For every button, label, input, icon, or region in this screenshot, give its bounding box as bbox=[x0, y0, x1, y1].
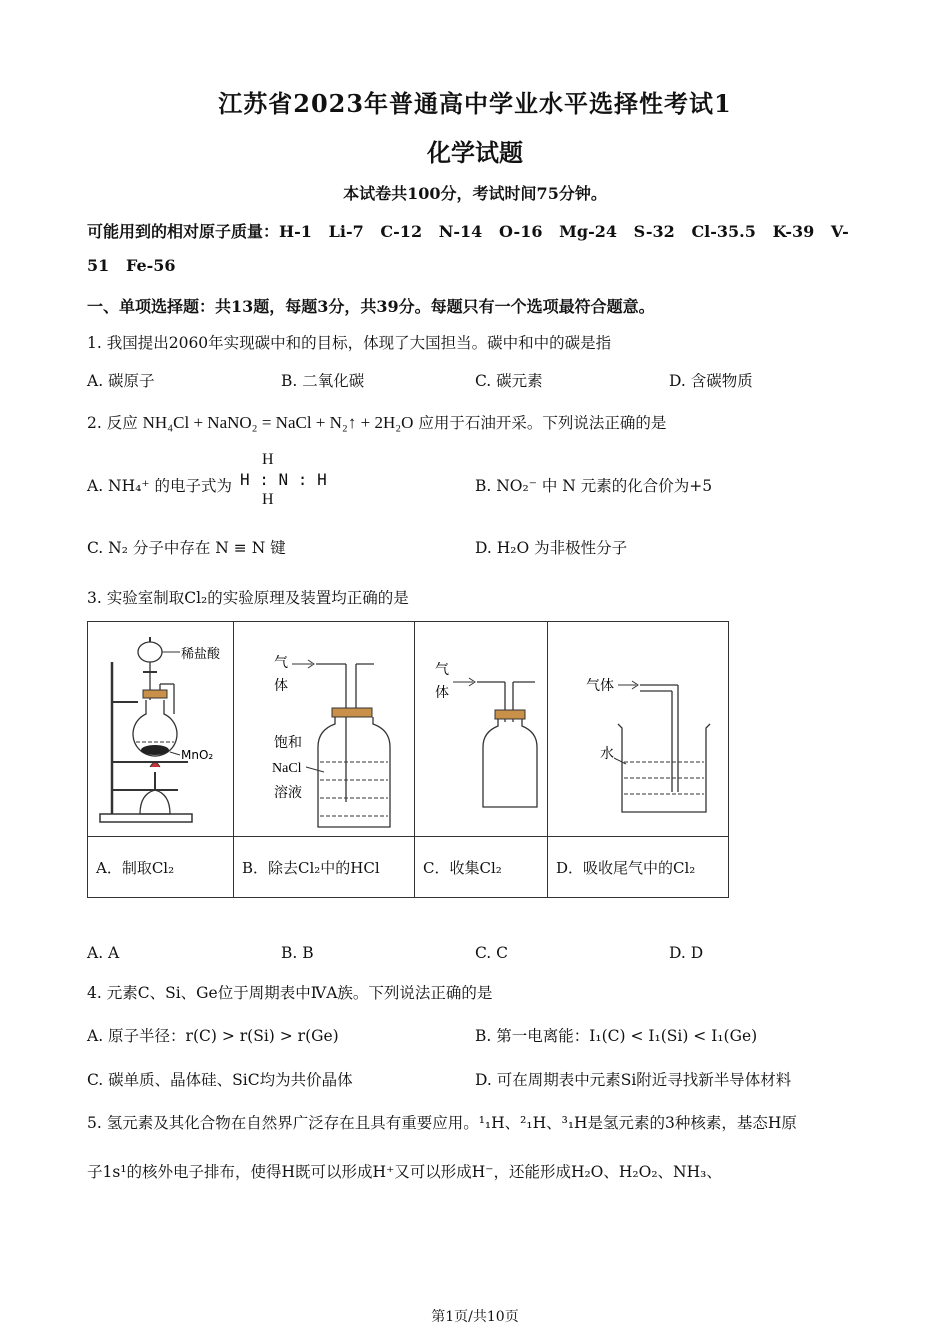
q3-option-a[interactable]: A. A bbox=[87, 944, 120, 962]
exam-info: 本试卷共100分，考试时间75分钟。 bbox=[343, 184, 607, 203]
label-gas-b1: 气 bbox=[274, 655, 288, 671]
label-gas-c2: 体 bbox=[435, 685, 449, 701]
subject-title: 化学试题 bbox=[427, 138, 523, 167]
apparatus-c-cell bbox=[415, 622, 548, 837]
q2-equation: NH₄Cl + NaNO₂ = NaCl + N₂↑ + 2H₂O bbox=[142, 413, 414, 432]
label-gas-c1: 气 bbox=[435, 662, 449, 678]
apparatus-b-cell bbox=[234, 622, 415, 837]
apparatus-c-figure bbox=[415, 622, 547, 832]
label-solution: 溶液 bbox=[274, 785, 302, 801]
label-mno2: MnO₂ bbox=[181, 748, 214, 762]
q5-line2: 子1s¹的核外电子排布，使得H既可以形成H⁺又可以形成H⁻，还能形成H₂O、H₂O₂、NH₃、 bbox=[87, 1163, 722, 1181]
nh4-electron-structure bbox=[240, 450, 327, 510]
struct-bot-h: H bbox=[262, 491, 274, 508]
q2-prefix: 2. 反应 bbox=[87, 414, 138, 432]
section-heading: 一、单项选择题：共13题，每题3分，共39分。每题只有一个选项最符合题意。 bbox=[87, 297, 655, 316]
atomic-masses-line2: 51 Fe-56 bbox=[87, 256, 176, 275]
q4-option-c[interactable]: C. 碳单质、晶体硅、SiC均为共价晶体 bbox=[87, 1071, 353, 1089]
atomic-masses-label: 可能用到的相对原子质量： bbox=[87, 222, 280, 241]
caption-a: A．制取Cl₂ bbox=[88, 837, 234, 898]
label-nacl: NaCl bbox=[272, 761, 302, 776]
q4-option-b[interactable]: B. 第一电离能：I₁(C) < I₁(Si) < I₁(Ge) bbox=[475, 1027, 758, 1045]
apparatus-a-cell bbox=[88, 622, 234, 837]
exam-title: 江苏省2023年普通高中学业水平选择性考试1 bbox=[218, 89, 732, 118]
q4-stem: 4. 元素C、Si、Ge位于周期表中ⅣA族。下列说法正确的是 bbox=[87, 984, 493, 1002]
q1-option-c[interactable]: C. 碳元素 bbox=[475, 372, 543, 390]
q3-option-b[interactable]: B. B bbox=[281, 944, 314, 962]
apparatus-d-cell bbox=[548, 622, 729, 837]
q2-stem bbox=[87, 411, 666, 433]
struct-top-h: H bbox=[262, 451, 274, 468]
q2-option-c[interactable]: C. N₂ 分子中存在 N ≡ N 键 bbox=[87, 539, 286, 557]
apparatus-d-figure bbox=[548, 622, 728, 832]
atomic-masses-values: H-1 Li-7 C-12 N-14 O-16 Mg-24 S-32 Cl-35.5 K-39 V- bbox=[279, 222, 849, 241]
apparatus-a-figure bbox=[88, 622, 233, 832]
label-gas-d: 气体 bbox=[586, 678, 614, 694]
q2-option-d[interactable]: D. H₂O 为非极性分子 bbox=[475, 539, 628, 557]
q4-option-a[interactable]: A. 原子半径：r(C) > r(Si) > r(Ge) bbox=[87, 1027, 339, 1045]
struct-mid: H : N : H bbox=[240, 470, 327, 489]
q3-stem: 3. 实验室制取Cl₂的实验原理及装置均正确的是 bbox=[87, 589, 409, 607]
label-dilute-hcl: 稀盐酸 bbox=[181, 647, 221, 662]
q1-option-d[interactable]: D. 含碳物质 bbox=[669, 372, 753, 390]
label-water: 水 bbox=[600, 746, 614, 762]
q1-option-b[interactable]: B. 二氧化碳 bbox=[281, 372, 365, 390]
q2-option-b[interactable]: B. NO₂⁻ 中 N 元素的化合价为+5 bbox=[475, 477, 713, 495]
label-gas-b2: 体 bbox=[274, 678, 288, 694]
q2-option-a[interactable] bbox=[87, 474, 232, 496]
caption-b: B．除去Cl₂中的HCl bbox=[234, 837, 415, 898]
q1-stem: 1. 我国提出2060年实现碳中和的目标，体现了大国担当。碳中和中的碳是指 bbox=[87, 334, 612, 352]
q3-option-c[interactable]: C. C bbox=[475, 944, 509, 962]
q5-line1: 5. 氢元素及其化合物在自然界广泛存在且具有重要应用。¹₁H、²₁H、³₁H是氢元素的3种核素，基态H原 bbox=[87, 1114, 797, 1132]
q2-suffix: 应用于石油开采。下列说法正确的是 bbox=[418, 414, 667, 432]
q2-option-a-text: A. NH₄⁺ 的电子式为 bbox=[87, 477, 232, 495]
caption-c: C．收集Cl₂ bbox=[415, 837, 548, 898]
page-number: 第1页/共10页 bbox=[431, 1309, 519, 1325]
apparatus-table bbox=[87, 621, 729, 898]
atomic-masses-line1 bbox=[87, 219, 849, 242]
caption-d: D．吸收尾气中的Cl₂ bbox=[548, 837, 729, 898]
label-saturated: 饱和 bbox=[274, 735, 302, 751]
q3-option-d[interactable]: D. D bbox=[669, 944, 704, 962]
q4-option-d[interactable]: D. 可在周期表中元素Si附近寻找新半导体材料 bbox=[475, 1071, 792, 1089]
q1-option-a[interactable]: A. 碳原子 bbox=[87, 372, 155, 390]
apparatus-b-figure bbox=[234, 622, 414, 832]
